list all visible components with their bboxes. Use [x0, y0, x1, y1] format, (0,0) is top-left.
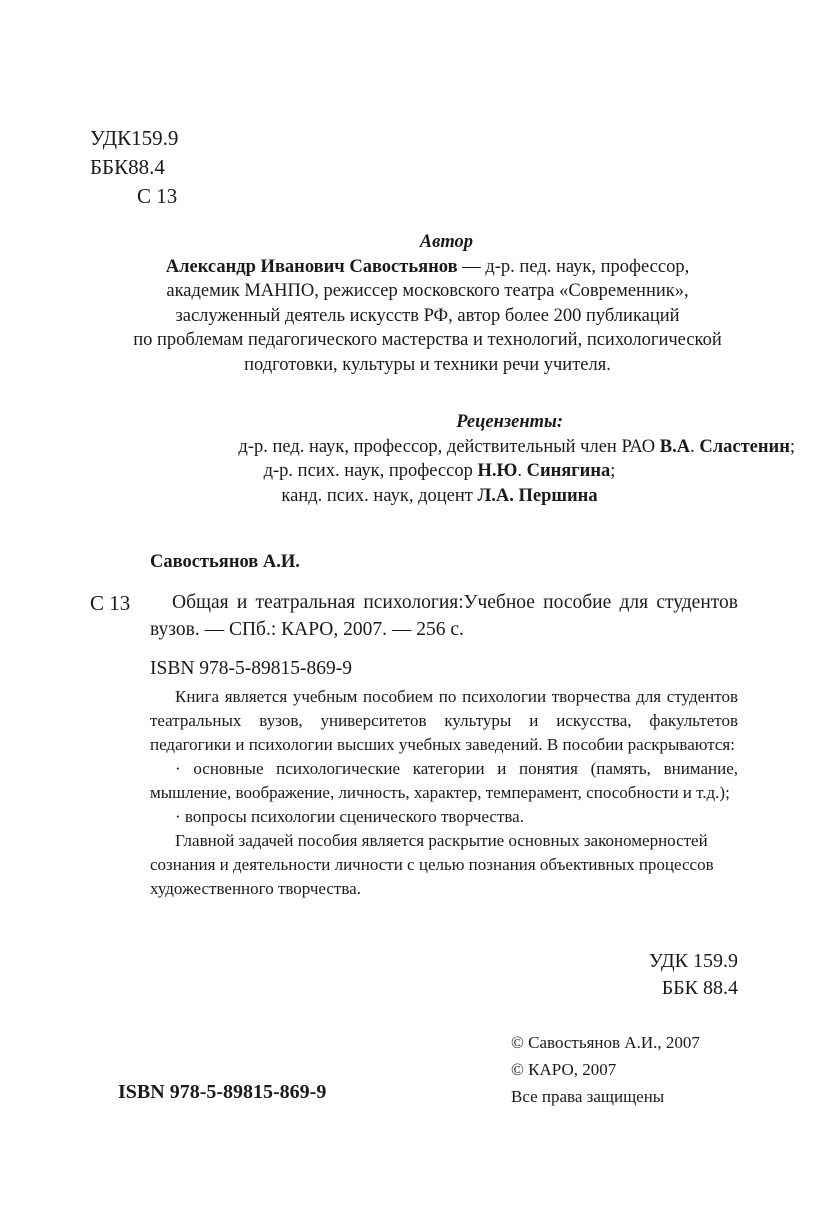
author-name: Александр Иванович Савостьянов	[165, 256, 458, 277]
reviewer-2-surname: Синягина	[526, 461, 611, 481]
reviewer-2	[60, 459, 795, 484]
book-author: Савостьянов А.И.	[150, 552, 300, 572]
reviewer-1-surname: Сластенин	[699, 436, 790, 457]
classification-codes	[90, 124, 178, 211]
author-title: — д-р. пед. наук, профессор,	[457, 256, 690, 277]
reviewer-1-title: д-р. пед. наук, профессор, действительный член РАО	[238, 436, 660, 457]
reviewer-3-title: канд. псих. наук, доцент	[281, 485, 478, 506]
footer-codes	[649, 948, 738, 1002]
author-line-3: заслуженный деятель искусств РФ, автор более 200 публикаций	[175, 305, 680, 326]
reviewer-1-sep: .	[690, 436, 700, 457]
copyright-block	[511, 1029, 700, 1110]
author-mark-code: С 13	[137, 184, 178, 208]
annotation-paragraph-3: · вопросы психологии сценического творчества.	[175, 807, 524, 826]
book-isbn: ISBN 978-5-89815-869-9	[150, 658, 353, 679]
annotation-paragraph-1: Книга является учебным пособием по психологии творчества для студентов театральных вузов, университетов культуры и искусства, факультетов педагогики и психологии высших учебных заведений. В пособии раскрываются:	[150, 687, 738, 754]
copyright-publisher: © КАРО, 2007	[511, 1060, 617, 1079]
reviewers-header: Рецензенты:	[456, 412, 563, 432]
annotation	[150, 685, 738, 901]
annotation-paragraph-2: · основные психологические категории и понятия (память, внимание, мышление, воображение, личность, характер, темперамент, способности и т.д.);	[150, 759, 738, 802]
copyright-author: © Савостьянов А.И., 2007	[511, 1033, 700, 1052]
author-line-4: по проблемам педагогического мастерства и технологий, психологической	[133, 330, 722, 350]
isbn-footer: ISBN 978-5-89815-869-9	[118, 1081, 327, 1103]
udk-code: УДК159.9	[90, 126, 179, 150]
footer-udk: УДК 159.9	[648, 950, 738, 972]
author-header: Автор	[419, 232, 473, 252]
reviewer-2-sep: .	[517, 461, 527, 481]
annotation-paragraph-4: Главной задачей пособия является раскрытие основных закономерностей сознания и деятельности личности с целью познания объективных процессов художественного творчества.	[150, 831, 714, 898]
reviewer-2-initials: Н.Ю	[477, 461, 518, 481]
book-class-code: С 13	[90, 591, 131, 615]
author-note	[60, 230, 795, 377]
reviewers	[60, 410, 795, 508]
author-line-1	[60, 255, 795, 280]
footer-bbk: ББК 88.4	[661, 977, 738, 999]
reviewer-1-initials: В.А	[659, 436, 691, 457]
reviewer-3-name: Л.А. Першина	[477, 485, 598, 506]
reviewer-2-title: д-р. псих. наук, профессор	[263, 461, 478, 481]
bbk-code: ББК88.4	[90, 155, 165, 179]
rights-reserved: Все права защищены	[511, 1087, 665, 1106]
reviewer-1	[60, 435, 795, 460]
reviewer-3	[60, 484, 795, 509]
author-line-5: подготовки, культуры и техники речи учителя.	[244, 354, 611, 375]
book-description	[150, 589, 738, 643]
reviewer-2-suffix: ;	[610, 461, 616, 481]
book-description-text: Общая и театральная психология:Учебное пособие для студентов вузов. — СПб.: КАРО, 2007. — 256 с.	[150, 592, 738, 640]
author-line-2: академик МАНПО, режиссер московского театра «Современник»,	[166, 281, 689, 301]
reviewer-1-suffix: ;	[789, 436, 795, 457]
